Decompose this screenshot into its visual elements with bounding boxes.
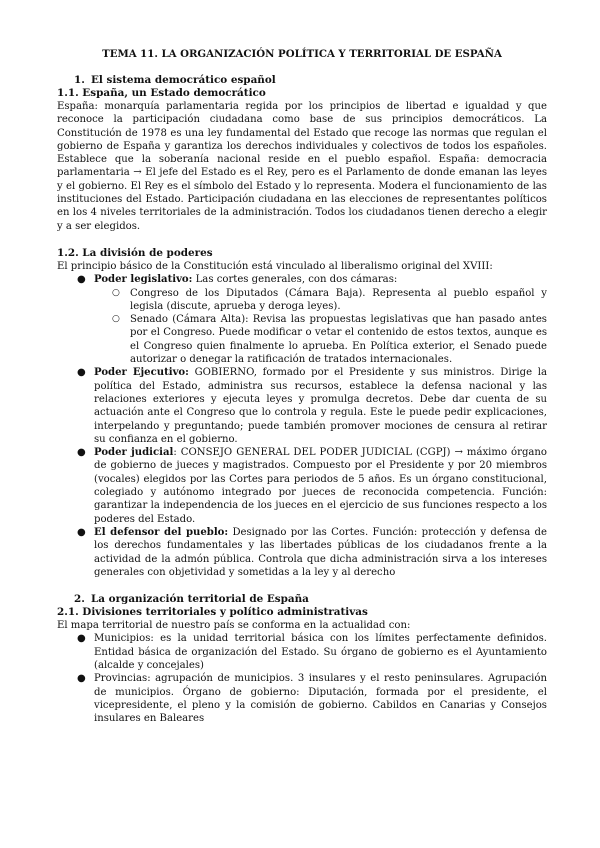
list-item (57, 632, 547, 672)
bullet-icon: ● (77, 633, 86, 645)
list-item-text: Congreso de los Diputados (Cámara Baja). Representa al pueblo español y legisla (discute, aprueba y deroga leyes). (130, 287, 547, 312)
list-item (57, 366, 547, 446)
section-2-heading (57, 593, 547, 606)
circle-bullet-icon: ○ (112, 287, 120, 298)
list-item (57, 273, 547, 366)
section-1-heading (57, 74, 547, 87)
circle-bullet-icon: ○ (112, 314, 120, 325)
section-1-2-intro: El principio básico de la Constitución está vinculado al liberalismo original del XVIII: (57, 260, 493, 272)
section-1-number: 1. (74, 74, 85, 86)
section-2-number: 2. (74, 593, 85, 606)
bullet-icon: ● (77, 367, 86, 379)
section-1-1-heading: 1.1. España, un Estado democrático (57, 87, 266, 99)
list-item (57, 446, 547, 526)
section-2-1-intro: El mapa territorial de nuestro país se conforma en la actualidad con: (57, 620, 411, 632)
document-page (57, 48, 547, 725)
document-title: TEMA 11. LA ORGANIZACIÓN POLÍTICA Y TERRITORIAL DE ESPAÑA (102, 48, 502, 60)
list-item-label: Poder Ejecutivo: (94, 367, 189, 379)
list-item-text: Las cortes generales, con dos cámaras: (192, 274, 398, 286)
section-1-2-heading: 1.2. La división de poderes (57, 246, 213, 259)
section-1-1-paragraph: España: monarquía parlamentaria regida por los principios de libertad e igualdad y que reconoce la participación ciudadana como base de sus principios democráticos. La Constitución de 1978 es una ley fundamental del Estado que recoge las normas que regulan el gobierno de España y garantiza los derechos individuales y colectivos de todos los españoles. Establece que la soberanía nacional reside en el pueblo español. España: democracia parlamentaria → El jefe del Estado es el Rey, pero es el Parlamento de donde emanan las leyes y el gobierno. El Rey es el símbolo del Estado y lo representa. Modera el funcionamiento de las instituciones del Estado. Participación ciudadana en las elecciones de representantes políticos en los 4 niveles territoriales de la administración. Todos los ciudadanos tienen derecho a elegir y a ser elegidos. (57, 101, 547, 232)
list-item (57, 526, 547, 579)
list-item-label: Poder judicial (94, 447, 174, 459)
list-item-label: El defensor del pueblo: (94, 526, 229, 538)
list-item-text: Senado (Cámara Alta): Revisa las propuestas legislativas que han pasado antes por el Congreso. Puede modificar o vetar el contenido de estos textos, aunque es el Congreso quien finalmente lo aprueba. En Política exterior, el Senado puede autorizar o denegar la ratificación de tratados internacionales. (130, 314, 547, 366)
list-item (94, 287, 547, 314)
list-item-label: Poder legislativo: (94, 274, 193, 286)
list-item-text: Designado por las Cortes. Función: protección y defensa de los derechos fundamentales y las libertades públicas de los ciudadanos frente a la actividad de la admón pública. Controla que dicha administración sirva a los intereses generales con objetividad y sometidas a la ley y al derecho (94, 526, 547, 578)
territories-list (57, 632, 547, 725)
powers-list (57, 273, 547, 579)
section-2-1-heading: 2.1. Divisiones territoriales y político administrativas (57, 606, 368, 619)
bullet-icon: ● (77, 526, 86, 538)
list-item-text: GOBIERNO, formado por el Presidente y sus ministros. Dirige la política del Estado, administra sus recursos, establece la defensa nacional y las relaciones exteriores y ejecuta leyes y promulga decretos. Debe dar cuenta de su actuación ante el Congreso que lo controla y regula. Este le puede pedir explicaciones, interpelando y preguntando; puede también promover mociones de censura al retirar su confianza en el gobierno. (94, 367, 547, 445)
bullet-icon: ● (77, 673, 86, 685)
bullet-icon: ● (77, 274, 86, 286)
list-item (57, 672, 547, 725)
list-item-text: : CONSEJO GENERAL DEL PODER JUDICIAL (CGPJ) → máximo órgano de gobierno de jueces y magistrados. Compuesto por el Presidente y por 20 miembros (vocales) elegidos por las Cortes para periodos de 5 años. Es un órgano constitucional, colegiado y autónomo integrado por jueces de reconocida competencia. Función: garantizar la independencia de los jueces en el ejercicio de sus funciones respecto a los poderes del Estado. (94, 447, 548, 525)
list-item (94, 313, 547, 366)
chambers-list (94, 287, 547, 367)
section-1-heading-text: El sistema democrático español (91, 74, 276, 86)
list-item-text: Municipios: es la unidad territorial básica con los límites perfectamente definidos. Entidad básica de organización del Estado. Su órgano de gobierno es el Ayuntamiento (alcalde y concejales) (94, 633, 547, 671)
section-2-heading-text: La organización territorial de España (91, 593, 309, 606)
list-item-text: Provincias: agrupación de municipios. 3 insulares y el resto peninsulares. Agrupación de municipios. Órgano de gobierno: Diputación, formada por el presidente, el vicepresidente, el pleno y la comisión de gobierno. Cabildos en Canarias y Consejos insulares en Baleares (94, 673, 547, 725)
bullet-icon: ● (77, 447, 86, 459)
